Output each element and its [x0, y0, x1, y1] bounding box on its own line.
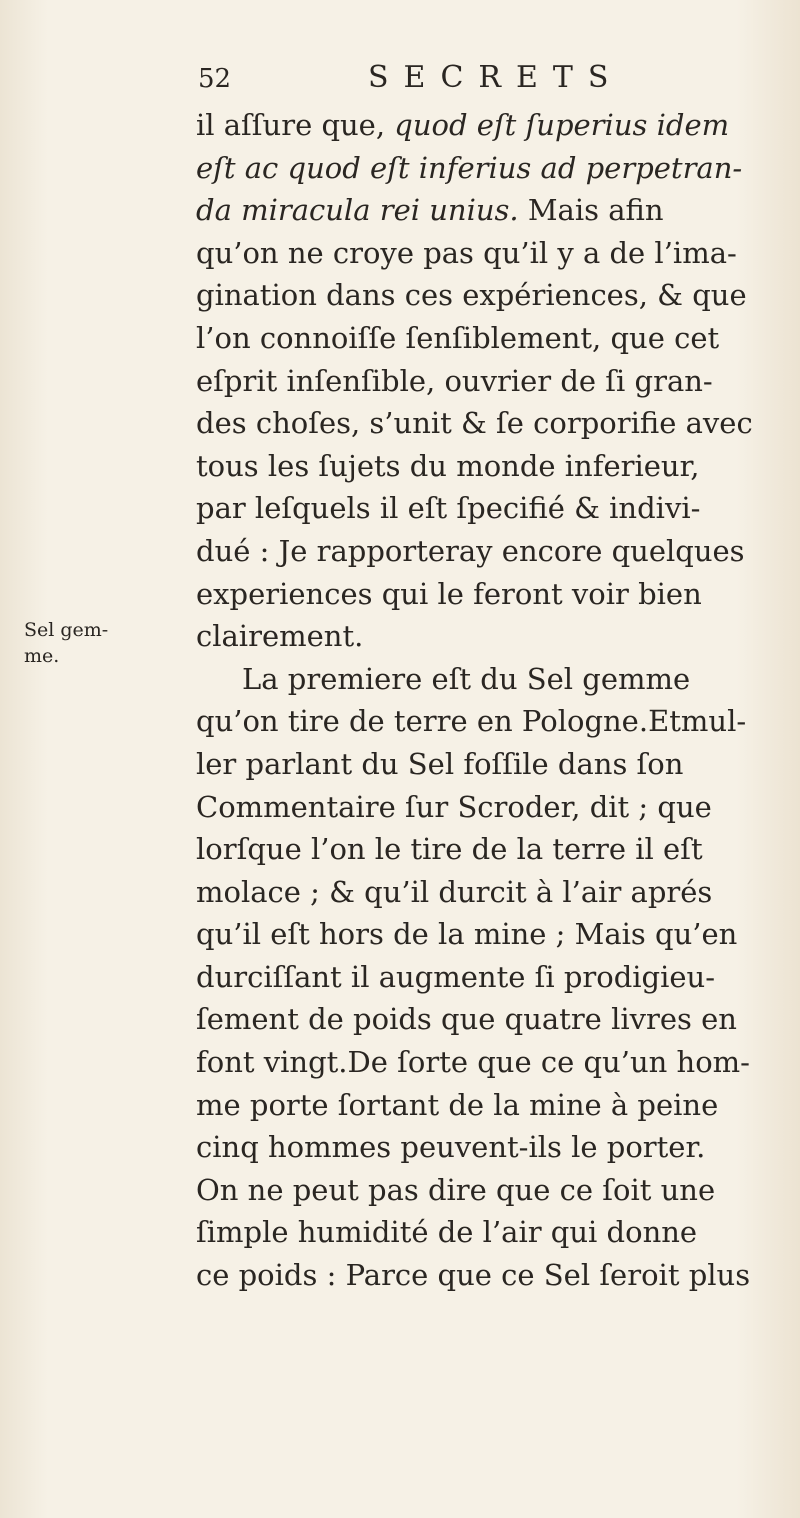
text-line: ſimple humidité de l’air qui donne	[196, 1215, 698, 1250]
text-line: par leſquels il eſt ſpecifié & indivi-	[196, 491, 701, 526]
text-line: cinq hommes peuvent-ils le porter.	[196, 1130, 706, 1165]
text-line: des choſes, s’unit & ſe corporifie avec	[196, 406, 753, 441]
text-line: eſprit inſenſible, ouvrier de ſi gran-	[196, 363, 713, 398]
running-title: SECRETS	[368, 60, 624, 95]
text-line: durciſſant il augmente ſi prodigieu-	[196, 959, 716, 994]
text-run: il aſſure que,	[196, 108, 395, 142]
text-run: Mais afin	[518, 193, 664, 228]
latin-quote: da miracula rei unius.	[196, 193, 519, 228]
text-line: clairement.	[196, 619, 364, 654]
paragraph-start-line: La premiere eſt du Sel gemme	[242, 661, 691, 696]
text-line: font vingt.De ſorte que ce qu’un hom-	[196, 1045, 750, 1080]
text-line: ce poids : Parce que ce Sel ſeroit plus	[196, 1258, 751, 1293]
text-line: l’on connoiſſe ſenſiblement, que cet	[196, 320, 720, 355]
text-line: qu’il eſt hors de la mine ; Mais qu’en	[196, 917, 738, 952]
margin-note-line: me.	[24, 645, 60, 667]
text-line: qu’on ne croye pas qu’il y a de l’ima-	[196, 235, 737, 270]
text-line: On ne peut pas dire que ce ſoit une	[196, 1172, 716, 1207]
text-line: dué : Je rapporteray encore quelques	[196, 533, 745, 568]
text-line	[196, 104, 768, 147]
text-line: molace ; & qu’il durcit à l’air aprés	[196, 874, 713, 909]
margin-note-line: Sel gem-	[24, 619, 109, 641]
body-text	[196, 104, 768, 1297]
text-line: me porte ſortant de la mine à peine	[196, 1087, 719, 1122]
margin-note	[24, 617, 134, 669]
text-line	[196, 189, 768, 232]
text-line: experiences qui le feront voir bien	[196, 576, 702, 611]
text-line: ſement de poids que quatre livres en	[196, 1002, 737, 1037]
page-number: 52	[198, 64, 232, 94]
text-line: tous les ſujets du monde inferieur,	[196, 448, 700, 483]
text-line: Commentaire ſur Scroder, dit ; que	[196, 789, 712, 824]
page-header	[198, 60, 758, 100]
text-line: gination dans ces expériences, & que	[196, 278, 747, 313]
text-line: lorſque l’on le tire de la terre il eſt	[196, 832, 703, 867]
text-line: ler parlant du Sel foſſile dans ſon	[196, 746, 684, 781]
latin-quote: quod eſt ſuperius idem	[394, 108, 730, 142]
text-line: qu’on tire de terre en Pologne.Etmul-	[196, 704, 747, 739]
latin-quote-line: eſt ac quod eſt inferius ad perpetran-	[196, 150, 743, 185]
